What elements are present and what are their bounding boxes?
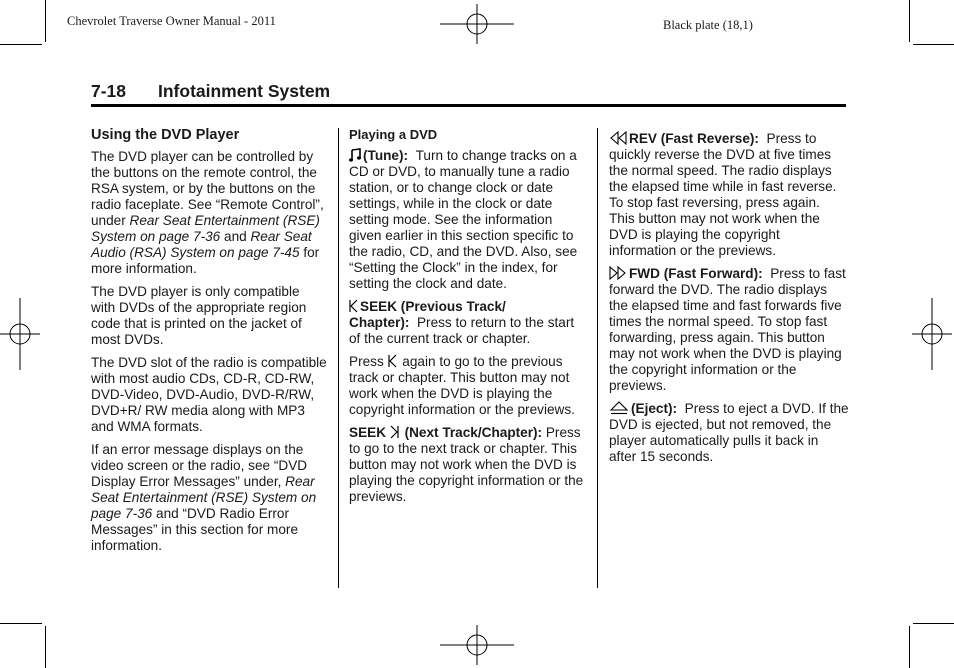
crop-mark [909,626,910,668]
text: and “DVD Radio Error Messages” in this section for more information. [91,506,299,553]
text: Turn to change tracks on a CD or DVD, to manually tune a radio station, or to change clock or date settings, while in the clock or date setting mode. See the information given earlier in this section specific to the radio, CD, and the DVD. Also, see “Setting the Clock” in the index, for setting the clock and date. [349,148,578,291]
music-note-icon [349,148,361,162]
heading-playing-dvd: Playing a DVD [349,127,438,142]
text: The DVD player can be controlled by the buttons on the remote control, the RSA system, or by the buttons on the radio faceplate. See “Remote Control”, under [91,149,324,228]
cross-reference-link[interactable]: Rear Seat Entertainment (RSE) System on page 7-36 [91,213,320,244]
crop-mark [0,623,42,624]
column-divider [597,128,598,588]
registration-mark [440,4,514,44]
eject-paragraph [609,401,849,465]
rev-paragraph [609,131,849,259]
label: SEEK [349,425,390,440]
seek-next-paragraph [349,425,587,505]
text: Press to quickly reverse the DVD at five times the normal speed. The radio displays the elapsed time while in fast reverse. To stop fast reversing, press again. This button may not work when the DVD is playing the copyright information or the previews. [609,131,837,258]
crop-mark [913,623,954,624]
text: and [220,229,251,244]
heading-using-dvd: Using the DVD Player [91,127,240,143]
section-title: Infotainment System [158,81,331,101]
crop-mark [45,626,46,668]
eject-icon [609,401,629,415]
seek-prev-icon [388,354,397,368]
registration-mark [440,625,514,665]
paragraph: The DVD player is only compatible with DVDs of the appropriate region code that is printed on the jacket of most DVDs. [91,284,307,347]
text: Press to eject a DVD. If the DVD is ejected, but not removed, the player automatically pulls it back in after 15 seconds. [609,401,849,464]
text: again to go to the previous track or chapter. This button may not work when the DVD is playing the copyright information or the previews. [349,354,575,417]
text: Press to fast forward the DVD. The radio displays the elapsed time and fast forwards five times the normal speed. To stop fast forwarding, press again. This button may not work when the DVD is playing the copyright information or the previews. [609,266,846,393]
fwd-paragraph [609,266,849,394]
crop-mark [913,44,954,45]
crop-mark [0,44,42,45]
crop-mark [45,0,46,42]
text: Press to go to the next track or chapter. This button may not work when the DVD is playing the copyright information or the previews. [349,425,584,504]
fast-reverse-icon [609,131,627,145]
tune-paragraph [349,148,587,292]
paragraph [349,354,587,418]
label: (Eject): [631,401,678,416]
fast-forward-icon [609,266,627,280]
label: REV (Fast Reverse): [629,131,759,146]
section-header [91,80,846,107]
paragraph [91,149,327,277]
plate-label: Black plate (18,1) [663,18,753,32]
text: for more information. [91,245,320,276]
seek-prev-icon [349,299,358,313]
label: SEEK (Previous Track/ Chapter): [349,299,506,330]
column-1 [91,127,327,561]
label: FWD (Fast Forward): [629,266,763,281]
column-3 [609,131,849,472]
cross-reference-link[interactable]: Rear Seat Entertainment (RSE) System on page 7-36 [91,474,317,521]
label: (Next Track/Chapter): [400,425,543,440]
seek-prev-paragraph [349,299,587,347]
page-number: 7-18 [91,81,127,101]
text: Press [349,354,388,369]
document-title: Chevrolet Traverse Owner Manual - 2011 [67,14,276,28]
crop-mark [909,0,910,42]
text: If an error message displays on the video screen or the radio, see “DVD Display Error Messages” under, [91,442,308,489]
label: (Tune): [363,148,409,163]
text: Press to return to the start of the current track or chapter. [349,315,575,346]
seek-next-icon [390,425,399,439]
cross-reference-link[interactable]: Rear Seat Audio (RSA) System on page 7-45 [91,229,312,260]
registration-mark [912,298,952,370]
registration-mark [0,298,40,370]
column-divider [338,128,339,588]
column-2 [349,127,587,512]
paragraph [91,442,327,554]
paragraph: The DVD slot of the radio is compatible with most audio CDs, CD-R, CD-RW, DVD-Video, DVD-Audio, DVD-R/RW, DVD+R/ RW media along with MP3 and WMA formats. [91,355,327,434]
